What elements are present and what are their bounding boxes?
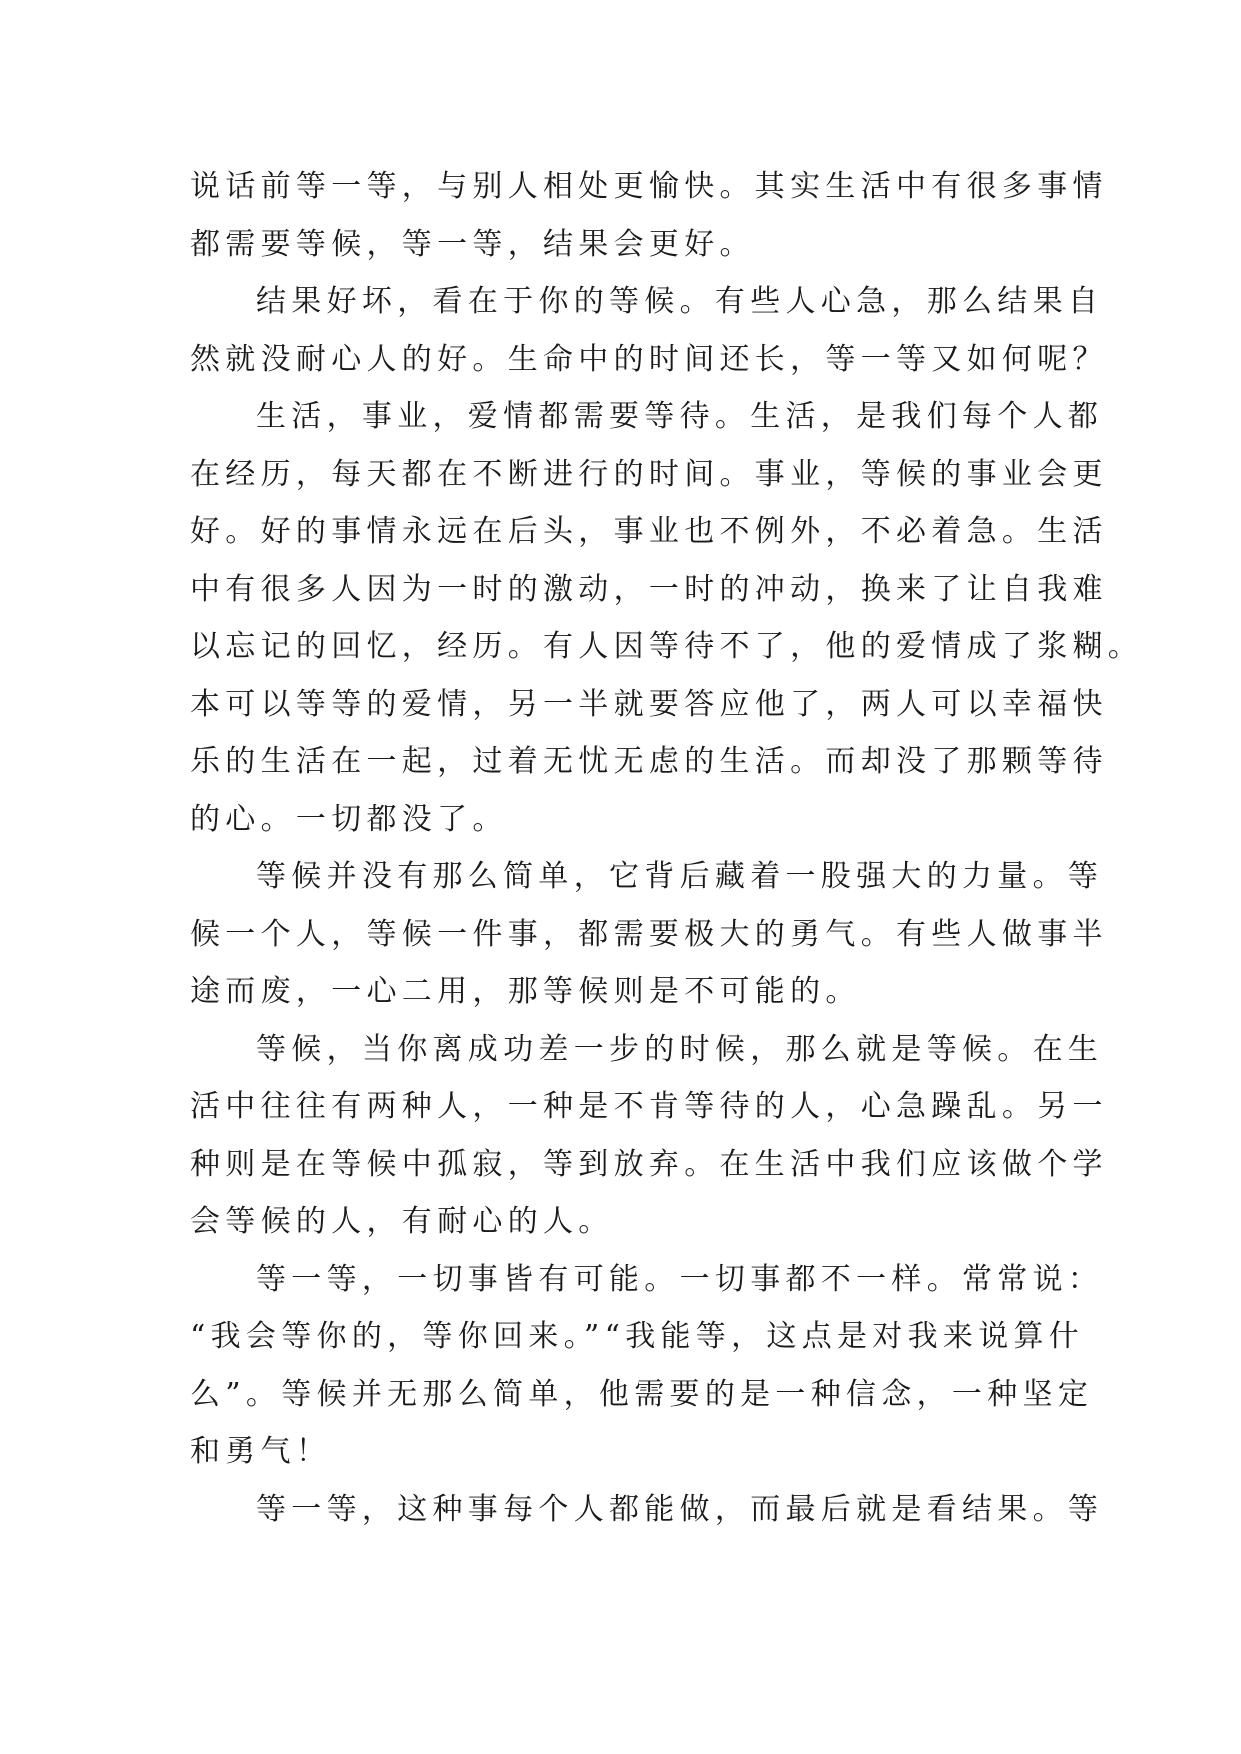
- paragraph-1: [190, 158, 1108, 273]
- text-line: 说话前等一等，与别人相处更愉快。其实生活中有很多事情: [190, 169, 1108, 204]
- paragraph-5: [190, 1021, 1108, 1251]
- text-line: 和勇气！: [190, 1434, 332, 1469]
- text-line: 本可以等等的爱情，另一半就要答应他了，两人可以幸福快: [190, 686, 1108, 722]
- text-line: 种则是在等候中孤寂，等到放弃。在生活中我们应该做个学: [190, 1146, 1108, 1182]
- text-line: 结果好坏，看在于你的等候。有些人心急，那么结果自: [256, 284, 1104, 319]
- text-line: 么”。等候并无那么简单，他需要的是一种信念，一种坚定: [190, 1376, 1094, 1412]
- text-line: 在经历，每天都在不断进行的时间。事业，等候的事业会更: [190, 456, 1108, 492]
- paragraph-6: [190, 1251, 1104, 1481]
- text-line: 乐的生活在一起，过着无忧无虑的生活。而却没了那颗等待: [190, 744, 1108, 779]
- paragraph-7: [190, 1481, 1104, 1539]
- text-line: 活中往往有两种人，一种是不肯等待的人，心急躁乱。另一: [190, 1089, 1108, 1124]
- text-line: 等一等，这种事每个人都能做，而最后就是看结果。等: [256, 1491, 1104, 1527]
- text-line: 等候，当你离成功差一步的时候，那么就是等候。在生: [256, 1031, 1104, 1067]
- text-line: 等候并没有那么简单，它背后藏着一股强大的力量。等: [256, 859, 1104, 894]
- paragraph-3: [190, 388, 1144, 848]
- paragraph-4: [190, 848, 1108, 1021]
- text-line: 候一个人，等候一件事，都需要极大的勇气。有些人做事半: [190, 916, 1108, 952]
- paragraph-2: [190, 273, 1108, 388]
- text-line: 以忘记的回忆，经历。有人因等待不了，他的爱情成了浆糊。: [190, 629, 1144, 664]
- text-line: 生活，事业，爱情都需要等待。生活，是我们每个人都: [256, 399, 1104, 434]
- text-line: 途而废，一心二用，那等候则是不可能的。: [190, 974, 861, 1009]
- text-line: 的心。一切都没了。: [190, 801, 508, 837]
- text-line: 都需要等候，等一等，结果会更好。: [190, 226, 755, 262]
- text-line: 等一等，一切事皆有可能。一切事都不一样。常常说：: [256, 1261, 1104, 1297]
- text-line: 好。好的事情永远在后头，事业也不例外，不必着急。生活: [190, 514, 1108, 549]
- text-line: 中有很多人因为一时的激动，一时的冲动，换来了让自我难: [190, 571, 1108, 607]
- document-body: [190, 158, 1144, 1538]
- text-line: “我会等你的，等你回来。”“我能等，这点是对我来说算什: [190, 1319, 1085, 1354]
- text-line: 会等候的人，有耐心的人。: [190, 1204, 614, 1239]
- text-line: 然就没耐心人的好。生命中的时间还长，等一等又如何呢？: [190, 341, 1108, 377]
